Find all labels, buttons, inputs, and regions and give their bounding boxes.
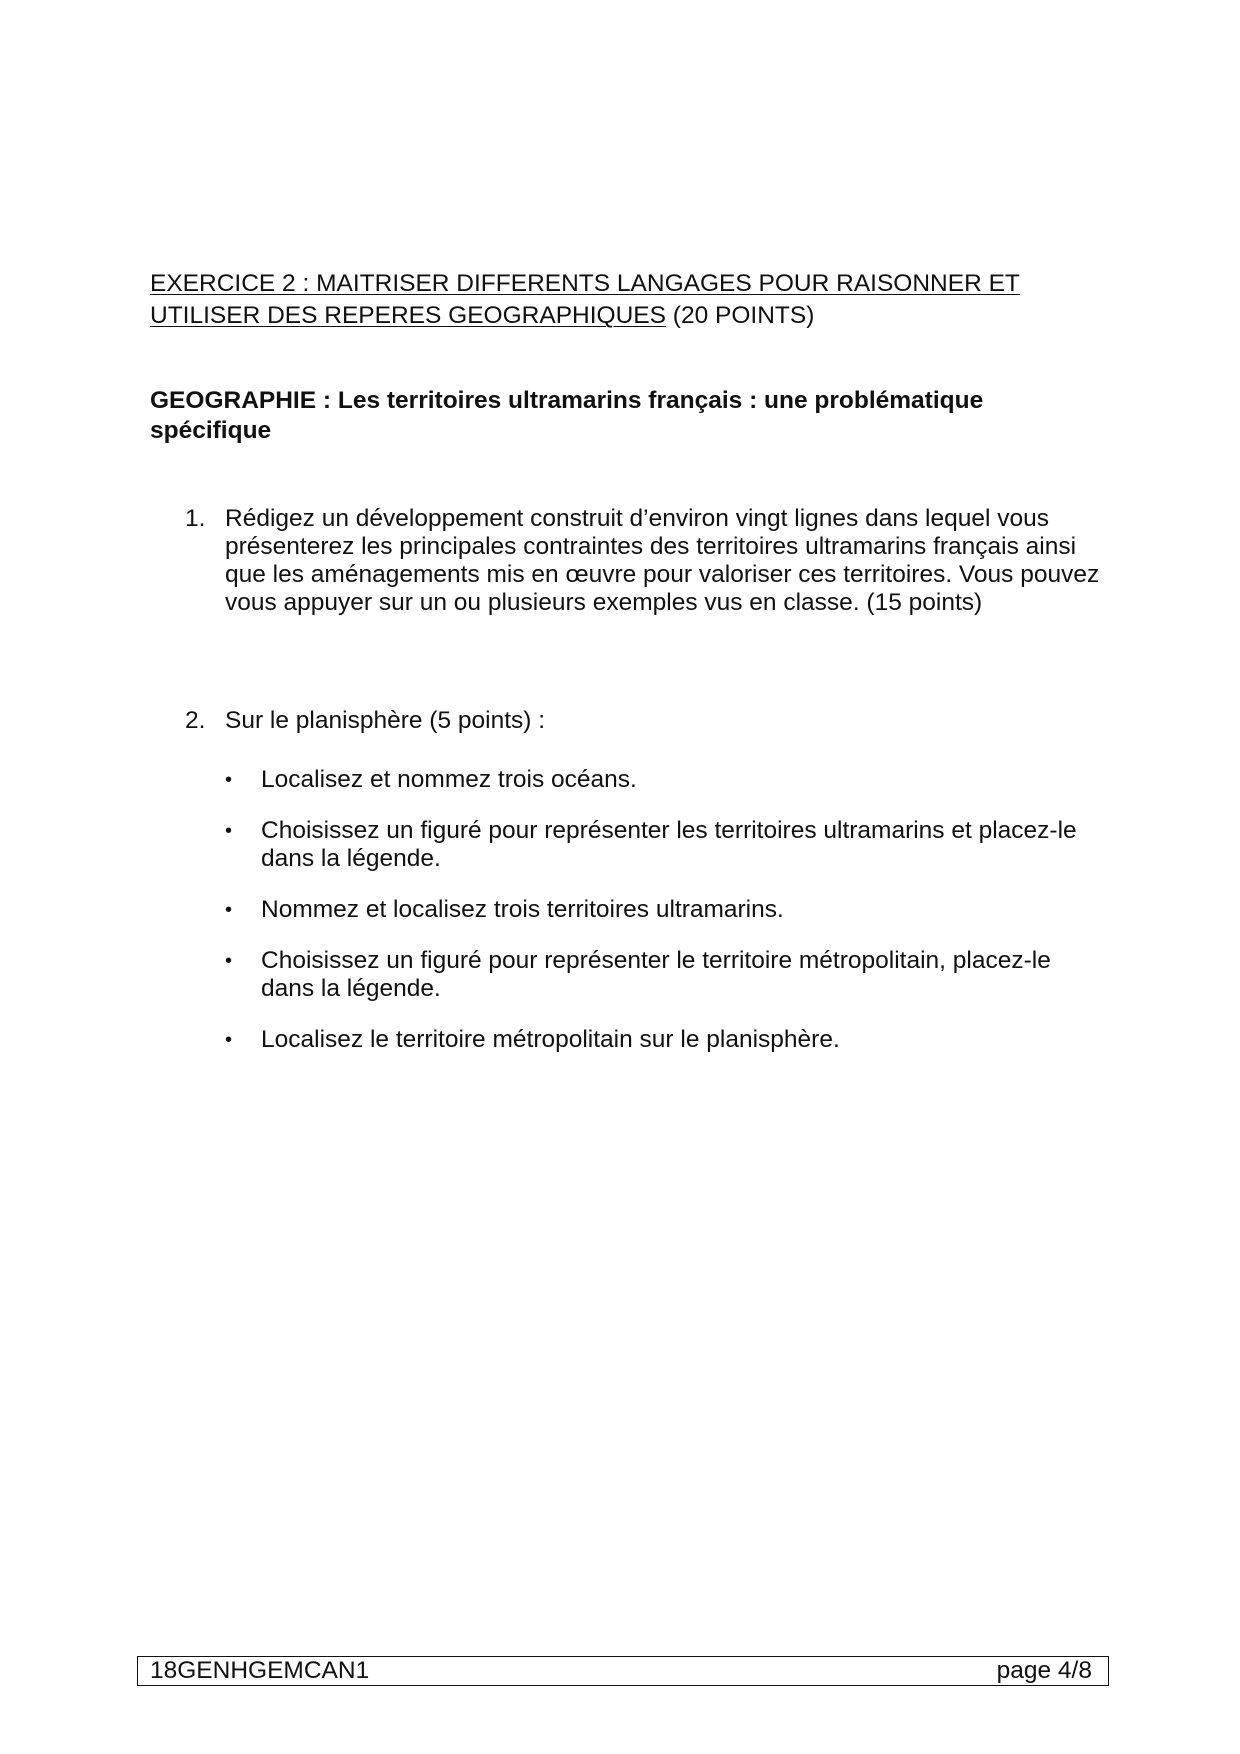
bullet-icon: • [225,899,233,921]
question-1-text: Rédigez un développement construit d’environ vingt lignes dans lequel vous présenterez les principales contraintes des territoires ultramarins français ainsi que les aménagements mis en œuvre pour valoriser ces territoires. Vous pouvez vous appuyer sur un ou plusieurs exemples vus en classe. (15 points) [225,505,1100,616]
bullet-text: Localisez et nommez trois océans. [261,766,637,793]
subject-title: GEOGRAPHIE : Les territoires ultramarins français : une problématique spécifique [150,387,984,444]
bullet-icon: • [225,1029,233,1051]
exercise-points: (20 POINTS) [665,302,815,329]
exercise-title [150,268,1110,332]
question-2-text: Sur le planisphère (5 points) : [225,707,546,734]
bullet-text: Nommez et localisez trois territoires ultramarins. [261,896,784,923]
bullet-icon: • [225,820,233,842]
question-2-number: 2. [185,707,206,734]
exercise-title-underlined: EXERCICE 2 : MAITRISER DIFFERENTS LANGAGES POUR RAISONNER ET UTILISER DES REPERES GEOGRAPHIQUES [150,270,1020,329]
question-1-number: 1. [185,505,206,532]
list-item [225,896,1105,924]
bullet-text: Choisissez un figuré pour représenter les territoires ultramarins et placez-le dans la légende. [261,817,1077,872]
list-item [225,817,1105,873]
question-2-bullet-list [225,766,1105,1077]
document-code: 18GENHGEMCAN1 [150,1657,370,1684]
bullet-text: Choisissez un figuré pour représenter le territoire métropolitain, placez-le dans la légende. [261,947,1051,1002]
list-item [225,766,1105,794]
list-item [225,947,1105,1003]
page-number: page 4/8 [996,1657,1092,1684]
bullet-icon: • [225,769,233,791]
bullet-icon: • [225,950,233,972]
page-footer [137,1656,1109,1686]
bullet-text: Localisez le territoire métropolitain sur le planisphère. [261,1026,840,1053]
list-item [225,1026,1105,1054]
